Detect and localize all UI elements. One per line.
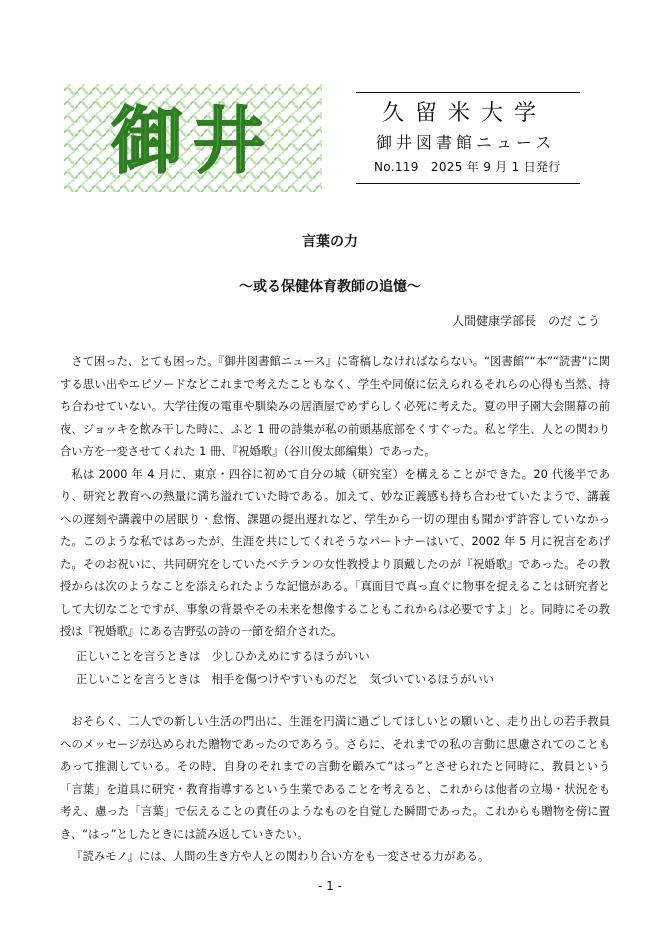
article-body-part2	[60, 711, 610, 869]
page-number: - 1 -	[318, 879, 342, 893]
paragraph-4: 『読みモノ』には、人間の生き方や人との関わり合い方をも一変させる力がある。	[71, 850, 490, 863]
masthead-top-rule	[356, 92, 580, 93]
article-body-part1	[60, 351, 610, 644]
paragraph-2: 私は 2000 年 4 月に、東京・四谷に初めて自分の城（研究室）を構えることができた。20 代後半であり、研究と教育への熱量に満ち溢れていた時である。加えて、妙な正義感も持ち合わせていたようで、講義への遅刻や講義中の居眠り・怠惰、課題の提出遅れなど、学生から一切の理由も聞かず許容していなかった。このような私ではあったが、生涯を共にしてくれそうなパートナーはいて、2002 年 5 月に祝言をあげた。そのお祝いに、共同研究をしていたベテランの女性教授より頂戴したのが『祝婚歌』であった。その教授からは次のようなことを添えられたような記憶がある。「真面目で真っ直ぐに物事を捉えることは研究者として大切なことですが、事象の背景やその未来を想像することもこれからは必要ですよ」と。同時にその教授は『祝婚歌』にある吉野弘の詩の一節を紹介された。	[60, 467, 610, 638]
newsletter-name: 御井図書館ニュース	[376, 133, 556, 152]
article-title: 言葉の力	[302, 234, 358, 250]
article-author: 人間健康学部長 のだ こう	[452, 314, 600, 328]
masthead-bottom-rule	[356, 183, 580, 184]
logo-graphic	[64, 84, 322, 192]
logo	[64, 84, 322, 192]
masthead	[356, 92, 580, 184]
paragraph-1: さて困った、とても困った。『御井図書館ニュース』に寄稿しなければならない。“図書館”“本”“読書”に関する思い出やエピソードなどこれまで考えたこともなく、学生や同僚に伝えられるそれらの心得も当然、持ち合わせていない。大学往復の電車や馴染みの居酒屋でめずらしく必死に考えた。夏の甲子園大会開幕の前夜、ジョッキを飲み干した時に、ふと 1 冊の詩集が私の前頭基底部をくすぐった。私と学生、人との関わり合い方を一変させてくれた 1 冊、『祝婚歌』（谷川俊太郎編集）であった。	[60, 355, 610, 458]
issue-info: No.119 2025 年 9 月 1 日発行	[374, 160, 561, 174]
university-name: 久留米大学	[382, 101, 548, 126]
article-subtitle: ～或る保健体育教師の追憶～	[239, 279, 421, 295]
logo-text: 御井	[110, 98, 276, 183]
paragraph-3: おそらく、二人での新しい生活の門出に、生涯を円満に過ごしてほしいとの願いと、走り出しの若手教員へのメッセージが込められた贈物であったのであろう。さらに、それまでの私の言動に思慮されてのこともあって推測している。その時、自身のそれまでの言動を顧みて“はっ”とさせられたと同時に、教員という「言葉」を道具に研究・教育指導するという生業であることを考えると、これからは他者の立場・状況をも考え、慮った「言葉」で伝えることの責任のようなものを自覚した瞬間であった。これからも贈物を傍に置き、“はっ”としたときには読み返していきたい。	[60, 715, 610, 841]
poem-block	[60, 646, 610, 691]
poem-line-2: 正しいことを言うときは 相手を傷つけやすいものだと 気づいているほうがいい	[76, 672, 494, 686]
poem-line-1: 正しいことを言うときは 少しひかえめにするほうがいい	[76, 650, 370, 663]
